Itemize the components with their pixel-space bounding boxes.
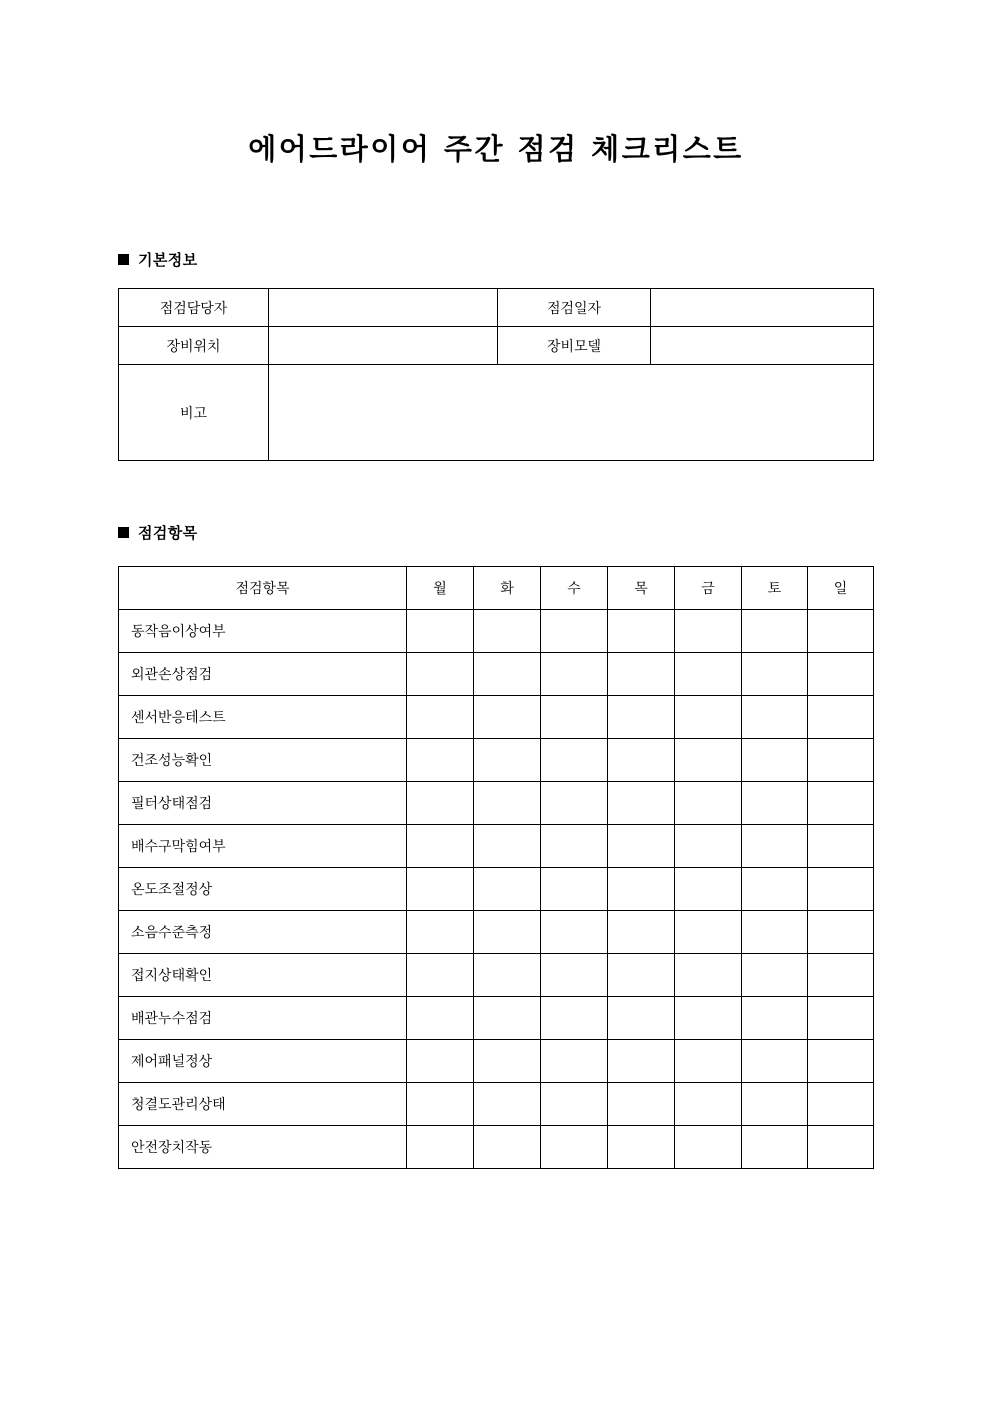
checklist-check-cell[interactable]	[608, 911, 675, 954]
column-header-monday: 월	[407, 567, 474, 610]
checklist-check-cell[interactable]	[808, 696, 874, 739]
column-header-thursday: 목	[608, 567, 675, 610]
checklist-check-cell[interactable]	[742, 954, 808, 997]
checklist-check-cell[interactable]	[742, 782, 808, 825]
table-row	[119, 739, 874, 782]
table-row	[119, 868, 874, 911]
checklist-check-cell[interactable]	[808, 825, 874, 868]
table-row	[119, 997, 874, 1040]
column-header-wednesday: 수	[541, 567, 608, 610]
section-heading-basic-info	[118, 249, 198, 270]
checklist-check-cell[interactable]	[608, 653, 675, 696]
field-label-equipment-location: 장비위치	[119, 327, 269, 365]
checklist-check-cell[interactable]	[541, 739, 608, 782]
checklist-check-cell[interactable]	[541, 825, 608, 868]
checklist-check-cell[interactable]	[474, 954, 541, 997]
checklist-check-cell[interactable]	[808, 997, 874, 1040]
table-row	[119, 825, 874, 868]
checklist-check-cell[interactable]	[474, 1040, 541, 1083]
checklist-check-cell[interactable]	[742, 696, 808, 739]
checklist-check-cell[interactable]	[608, 1126, 675, 1169]
checklist-check-cell[interactable]	[407, 954, 474, 997]
table-row	[119, 954, 874, 997]
checklist-check-cell[interactable]	[742, 997, 808, 1040]
basic-info-table-body	[119, 289, 874, 461]
checklist-check-cell[interactable]	[474, 782, 541, 825]
table-row-remark	[119, 365, 874, 461]
checklist-check-cell[interactable]	[808, 782, 874, 825]
checklist-check-cell[interactable]	[608, 610, 675, 653]
column-header-saturday: 토	[742, 567, 808, 610]
column-header-item: 점검항목	[119, 567, 407, 610]
checklist-check-cell[interactable]	[474, 825, 541, 868]
checklist-item-label: 접지상태확인	[119, 954, 407, 997]
checklist-check-cell[interactable]	[608, 739, 675, 782]
checklist-check-cell[interactable]	[541, 954, 608, 997]
checklist-check-cell[interactable]	[407, 610, 474, 653]
checklist-check-cell[interactable]	[808, 911, 874, 954]
checklist-item-label: 안전장치작동	[119, 1126, 407, 1169]
checklist-check-cell[interactable]	[474, 696, 541, 739]
checklist-item-label: 배수구막힘여부	[119, 825, 407, 868]
checklist-table-body	[119, 610, 874, 1169]
column-header-sunday: 일	[808, 567, 874, 610]
checklist-item-label: 청결도관리상태	[119, 1083, 407, 1126]
checklist-check-cell[interactable]	[608, 997, 675, 1040]
checklist-check-cell[interactable]	[407, 997, 474, 1040]
checklist-check-cell[interactable]	[675, 696, 742, 739]
checklist-check-cell[interactable]	[675, 868, 742, 911]
table-row	[119, 289, 874, 327]
checklist-check-cell[interactable]	[675, 911, 742, 954]
checklist-check-cell[interactable]	[407, 1126, 474, 1169]
checklist-check-cell[interactable]	[541, 997, 608, 1040]
checklist-check-cell[interactable]	[808, 739, 874, 782]
checklist-check-cell[interactable]	[474, 911, 541, 954]
page-title: 에어드라이어 주간 점검 체크리스트	[248, 132, 744, 166]
checklist-check-cell[interactable]	[608, 782, 675, 825]
checklist-check-cell[interactable]	[474, 997, 541, 1040]
checklist-check-cell[interactable]	[474, 1126, 541, 1169]
checklist-check-cell[interactable]	[407, 911, 474, 954]
checklist-check-cell[interactable]	[808, 954, 874, 997]
checklist-check-cell[interactable]	[474, 653, 541, 696]
checklist-check-cell[interactable]	[474, 610, 541, 653]
table-row	[119, 911, 874, 954]
checklist-check-cell[interactable]	[407, 653, 474, 696]
checklist-check-cell[interactable]	[541, 1126, 608, 1169]
field-label-inspector: 점검담당자	[119, 289, 269, 327]
checklist-item-label: 건조성능확인	[119, 739, 407, 782]
field-label-inspection-date: 점검일자	[498, 289, 651, 327]
checklist-check-cell[interactable]	[808, 1126, 874, 1169]
checklist-item-label: 배관누수점검	[119, 997, 407, 1040]
checklist-check-cell[interactable]	[675, 1126, 742, 1169]
checklist-check-cell[interactable]	[675, 997, 742, 1040]
column-header-friday: 금	[675, 567, 742, 610]
checklist-check-cell[interactable]	[541, 782, 608, 825]
checklist-check-cell[interactable]	[474, 868, 541, 911]
basic-info-table	[118, 288, 874, 461]
checklist-check-cell[interactable]	[742, 1083, 808, 1126]
checklist-item-label: 동작음이상여부	[119, 610, 407, 653]
checklist-check-cell[interactable]	[742, 739, 808, 782]
table-row	[119, 653, 874, 696]
section-heading-inspection-items-label: 점검항목	[138, 524, 198, 542]
square-bullet-icon	[118, 527, 129, 538]
checklist-check-cell[interactable]	[808, 868, 874, 911]
checklist-check-cell[interactable]	[541, 610, 608, 653]
checklist-check-cell[interactable]	[675, 782, 742, 825]
section-heading-inspection-items	[118, 522, 198, 543]
checklist-item-label: 외관손상점검	[119, 653, 407, 696]
checklist-check-cell[interactable]	[541, 911, 608, 954]
checklist-item-label: 센서반응테스트	[119, 696, 407, 739]
checklist-check-cell[interactable]	[675, 739, 742, 782]
checklist-check-cell[interactable]	[675, 1083, 742, 1126]
checklist-table-head	[119, 567, 874, 610]
checklist-check-cell[interactable]	[407, 782, 474, 825]
checklist-check-cell[interactable]	[675, 1040, 742, 1083]
checklist-check-cell[interactable]	[808, 1040, 874, 1083]
table-row	[119, 696, 874, 739]
field-label-equipment-model: 장비모델	[498, 327, 651, 365]
checklist-item-label: 온도조절정상	[119, 868, 407, 911]
checklist-check-cell[interactable]	[742, 911, 808, 954]
table-row	[119, 1040, 874, 1083]
checklist-check-cell[interactable]	[541, 1083, 608, 1126]
checklist-check-cell[interactable]	[407, 868, 474, 911]
table-header-row	[119, 567, 874, 610]
table-row	[119, 782, 874, 825]
checklist-check-cell[interactable]	[808, 610, 874, 653]
checklist-check-cell[interactable]	[808, 1083, 874, 1126]
field-value-equipment-location[interactable]	[269, 327, 498, 365]
column-header-tuesday: 화	[474, 567, 541, 610]
checklist-check-cell[interactable]	[474, 1083, 541, 1126]
checklist-check-cell[interactable]	[742, 1126, 808, 1169]
table-row	[119, 610, 874, 653]
checklist-check-cell[interactable]	[675, 825, 742, 868]
checklist-check-cell[interactable]	[541, 1040, 608, 1083]
table-row	[119, 327, 874, 365]
field-value-remark[interactable]	[269, 365, 874, 461]
checklist-check-cell[interactable]	[742, 653, 808, 696]
checklist-check-cell[interactable]	[608, 696, 675, 739]
checklist-check-cell[interactable]	[608, 825, 675, 868]
checklist-check-cell[interactable]	[407, 1083, 474, 1126]
checklist-check-cell[interactable]	[742, 1040, 808, 1083]
checklist-check-cell[interactable]	[608, 868, 675, 911]
section-heading-basic-info-label: 기본정보	[138, 251, 198, 269]
inspection-checklist-table	[118, 566, 874, 1169]
checklist-check-cell[interactable]	[474, 739, 541, 782]
checklist-check-cell[interactable]	[742, 868, 808, 911]
checklist-check-cell[interactable]	[541, 653, 608, 696]
checklist-check-cell[interactable]	[407, 1040, 474, 1083]
field-label-remark: 비고	[119, 365, 269, 461]
checklist-check-cell[interactable]	[541, 868, 608, 911]
checklist-item-label: 소음수준측정	[119, 911, 407, 954]
checklist-check-cell[interactable]	[675, 954, 742, 997]
checklist-check-cell[interactable]	[742, 610, 808, 653]
field-value-equipment-model[interactable]	[651, 327, 874, 365]
checklist-check-cell[interactable]	[675, 610, 742, 653]
checklist-check-cell[interactable]	[808, 653, 874, 696]
checklist-check-cell[interactable]	[407, 696, 474, 739]
field-value-inspection-date[interactable]	[651, 289, 874, 327]
checklist-check-cell[interactable]	[608, 1040, 675, 1083]
field-value-inspector[interactable]	[269, 289, 498, 327]
table-row	[119, 1083, 874, 1126]
checklist-check-cell[interactable]	[541, 696, 608, 739]
checklist-check-cell[interactable]	[608, 1083, 675, 1126]
checklist-check-cell[interactable]	[675, 653, 742, 696]
checklist-item-label: 필터상태점검	[119, 782, 407, 825]
checklist-check-cell[interactable]	[407, 825, 474, 868]
checklist-check-cell[interactable]	[742, 825, 808, 868]
checklist-check-cell[interactable]	[608, 954, 675, 997]
table-row	[119, 1126, 874, 1169]
square-bullet-icon	[118, 254, 129, 265]
checklist-check-cell[interactable]	[407, 739, 474, 782]
checklist-item-label: 제어패널정상	[119, 1040, 407, 1083]
